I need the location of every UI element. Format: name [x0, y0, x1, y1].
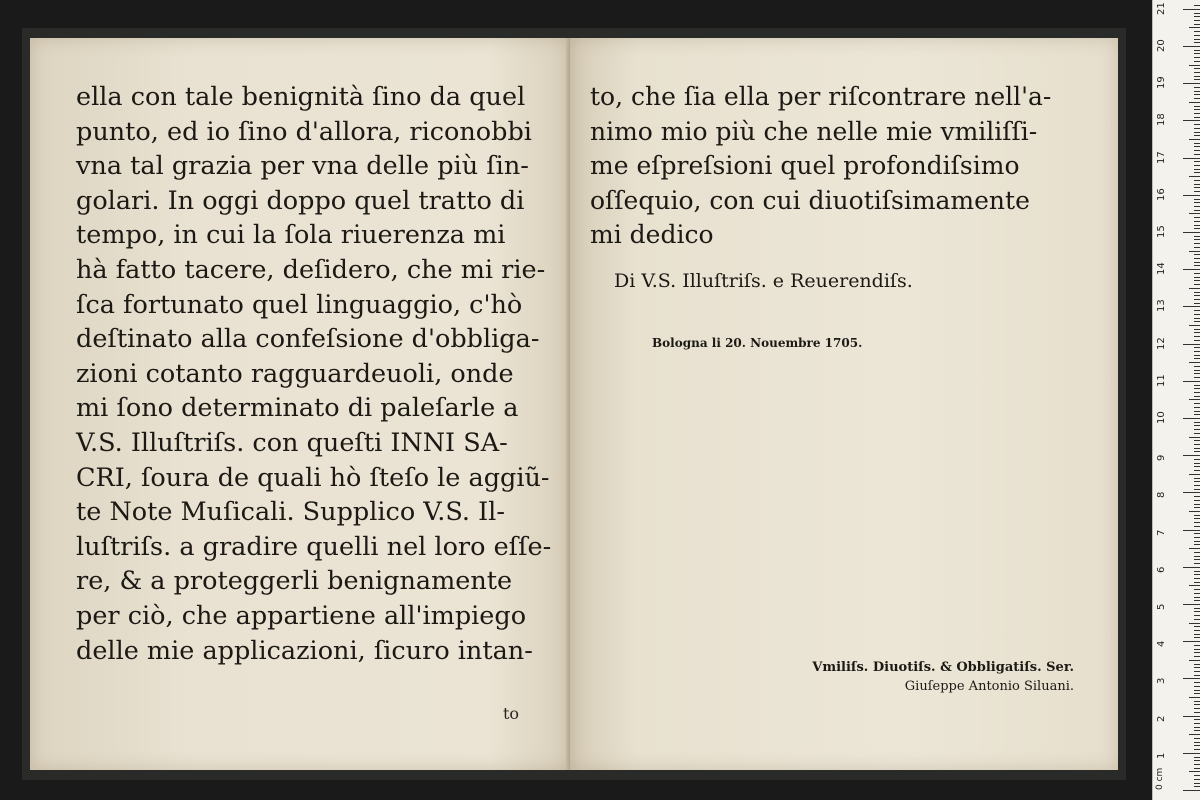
ruler-tick — [1194, 50, 1200, 51]
ruler-tick — [1194, 284, 1200, 285]
ruler-tick — [1194, 597, 1200, 598]
ruler-tick — [1194, 228, 1200, 229]
ruler-tick — [1194, 738, 1200, 739]
ruler-tick — [1194, 265, 1200, 266]
ruler-tick — [1194, 146, 1200, 147]
ruler-tick — [1194, 165, 1200, 166]
ruler-tick — [1194, 35, 1200, 36]
ruler-tick — [1194, 593, 1200, 594]
ruler-tick — [1194, 79, 1200, 80]
left-page-text-line: punto, ed io ſino d'allora, riconobbi — [76, 116, 532, 147]
ruler-tick — [1194, 675, 1200, 676]
ruler-tick — [1194, 779, 1200, 780]
ruler-tick — [1194, 723, 1200, 724]
right-page-text-line: to, che ſia ella per riſcontrare nell'a- — [590, 82, 1052, 111]
ruler-tick — [1194, 559, 1200, 560]
ruler-tick — [1194, 370, 1200, 371]
ruler-tick — [1194, 727, 1200, 728]
ruler-tick — [1183, 753, 1200, 754]
ruler-number: 12 — [1156, 336, 1167, 350]
ruler-tick — [1194, 72, 1200, 73]
ruler-tick — [1194, 760, 1200, 761]
ruler-tick — [1194, 295, 1200, 296]
ruler-tick — [1194, 563, 1200, 564]
ruler-tick — [1194, 202, 1200, 203]
ruler-tick — [1189, 288, 1200, 289]
ruler-tick — [1194, 206, 1200, 207]
left-page-text-line: deſtinato alla confeſsione d'obbliga- — [76, 324, 540, 355]
ruler-tick — [1183, 306, 1200, 307]
ruler-number: 17 — [1156, 150, 1167, 164]
ruler-tick — [1194, 518, 1200, 519]
ruler-tick — [1183, 418, 1200, 419]
ruler-tick — [1183, 604, 1200, 605]
ruler-tick — [1194, 169, 1200, 170]
left-page-text — [76, 80, 556, 668]
ruler-tick — [1194, 451, 1200, 452]
ruler-number: 8 — [1156, 492, 1167, 499]
ruler-number: 16 — [1156, 188, 1167, 201]
ruler-number: 15 — [1156, 225, 1167, 238]
ruler-tick — [1189, 65, 1200, 66]
ruler-tick — [1194, 496, 1200, 497]
ruler-tick — [1189, 213, 1200, 214]
ruler-tick — [1183, 9, 1200, 10]
ruler-tick — [1194, 106, 1200, 107]
ruler-tick — [1189, 585, 1200, 586]
ruler-tick — [1194, 277, 1200, 278]
ruler-tick — [1194, 775, 1200, 776]
ruler-tick — [1194, 68, 1200, 69]
ruler-tick — [1194, 749, 1200, 750]
ruler-tick — [1194, 94, 1200, 95]
ruler-tick — [1194, 671, 1200, 672]
ruler-number: 5 — [1156, 603, 1167, 610]
ruler-tick — [1194, 541, 1200, 542]
left-page-text-line: ſca fortunato quel linguaggio, c'hò — [76, 289, 523, 320]
ruler-tick — [1194, 407, 1200, 408]
ruler-tick — [1194, 351, 1200, 352]
ruler-tick — [1194, 515, 1200, 516]
ruler-tick — [1194, 422, 1200, 423]
ruler-tick — [1194, 243, 1200, 244]
ruler-tick — [1183, 492, 1200, 493]
ruler-tick — [1194, 582, 1200, 583]
ruler-tick — [1194, 225, 1200, 226]
ruler-tick — [1194, 109, 1200, 110]
ruler-tick — [1189, 660, 1200, 661]
ruler-tick — [1194, 414, 1200, 415]
left-page-text-line: delle mie applicazioni, ſicuro intan- — [76, 635, 533, 666]
ruler-tick — [1194, 634, 1200, 635]
ruler-tick — [1194, 615, 1200, 616]
ruler-number: 4 — [1156, 640, 1167, 648]
ruler-tick — [1194, 340, 1200, 341]
left-page — [30, 38, 570, 770]
ruler-tick — [1194, 667, 1200, 668]
ruler-tick — [1194, 600, 1200, 601]
ruler-tick — [1183, 120, 1200, 121]
left-page-text-line: re, & a proteggerli benignamente — [76, 566, 513, 597]
ruler-tick — [1194, 217, 1200, 218]
left-page-text-line: per ciò, che appartiene all'impiego — [76, 600, 527, 631]
right-page-text-line: mi dedico — [590, 220, 714, 250]
ruler-tick — [1194, 39, 1200, 40]
ruler-tick — [1183, 232, 1200, 233]
ruler-tick — [1194, 31, 1200, 32]
ruler-tick — [1194, 366, 1200, 367]
ruler-tick — [1194, 135, 1200, 136]
ruler-tick — [1183, 567, 1200, 568]
ruler-tick — [1194, 16, 1200, 17]
ruler-tick — [1194, 199, 1200, 200]
ruler-tick — [1194, 355, 1200, 356]
ruler-number: 13 — [1156, 299, 1167, 313]
ruler-number: 2 — [1156, 715, 1167, 722]
ruler-tick — [1194, 745, 1200, 746]
ruler-number: 19 — [1156, 76, 1167, 90]
left-page-text-line: vna tal grazia per vna delle più ſin- — [76, 151, 529, 182]
ruler-tick — [1194, 76, 1200, 77]
ruler-tick — [1183, 641, 1200, 642]
ruler-tick — [1194, 262, 1200, 263]
left-page-text-line: luſtriſs. a gradire quelli nel loro eſſe- — [76, 531, 552, 562]
ruler-tick — [1194, 459, 1200, 460]
ruler-tick — [1194, 128, 1200, 129]
ruler-tick — [1194, 440, 1200, 441]
ruler-tick — [1194, 247, 1200, 248]
left-catchword: to — [503, 704, 520, 723]
salutation: Di V.S. Illuſtriſs. e Reuerendiſs. — [614, 270, 913, 292]
ruler-tick — [1194, 682, 1200, 683]
ruler-tick — [1194, 254, 1200, 255]
ruler-tick — [1194, 719, 1200, 720]
ruler-tick — [1194, 481, 1200, 482]
ruler-tick — [1194, 686, 1200, 687]
ruler-tick — [1194, 630, 1200, 631]
ruler-tick — [1194, 664, 1200, 665]
ruler-tick — [1189, 176, 1200, 177]
left-page-text-line: mi ſono determinato di paleſarle a — [76, 393, 519, 424]
ruler-number: 3 — [1156, 678, 1167, 685]
ruler-number: 9 — [1156, 454, 1167, 462]
ruler-tick — [1189, 102, 1200, 103]
left-page-text-line: tempo, in cui la ſola riuerenza mi — [76, 220, 506, 251]
ruler-tick — [1194, 656, 1200, 657]
ruler-tick — [1194, 117, 1200, 118]
ruler-tick — [1194, 403, 1200, 404]
ruler-tick — [1194, 20, 1200, 21]
ruler-tick — [1194, 611, 1200, 612]
ruler-tick — [1189, 362, 1200, 363]
ruler-tick — [1194, 385, 1200, 386]
ruler-tick — [1194, 273, 1200, 274]
ruler-tick — [1194, 172, 1200, 173]
ruler-tick — [1194, 124, 1200, 125]
right-page-text-line: oſſequio, con cui diuotiſsimamente — [590, 185, 1030, 215]
ruler-tick — [1194, 154, 1200, 155]
ruler-tick — [1194, 626, 1200, 627]
ruler-tick — [1194, 526, 1200, 527]
ruler-tick — [1194, 783, 1200, 784]
ruler-tick — [1194, 61, 1200, 62]
measurement-ruler — [1152, 0, 1200, 800]
ruler-tick — [1194, 433, 1200, 434]
ruler-tick — [1183, 716, 1200, 717]
ruler-tick — [1194, 377, 1200, 378]
ruler-tick — [1194, 470, 1200, 471]
left-page-text-line: te Note Muſicali. Supplico V.S. Il- — [76, 497, 505, 528]
ruler-tick — [1194, 329, 1200, 330]
ruler-tick — [1183, 678, 1200, 679]
ruler-tick — [1194, 314, 1200, 315]
ruler-tick — [1194, 444, 1200, 445]
open-book — [22, 28, 1126, 780]
ruler-tick — [1189, 734, 1200, 735]
ruler-tick — [1194, 764, 1200, 765]
ruler-tick — [1194, 652, 1200, 653]
ruler-tick — [1189, 771, 1200, 772]
ruler-tick — [1183, 381, 1200, 382]
ruler-number: 7 — [1156, 529, 1167, 536]
ruler-tick — [1194, 150, 1200, 151]
ruler-tick — [1194, 280, 1200, 281]
ruler-tick — [1194, 533, 1200, 534]
ruler-tick — [1194, 98, 1200, 99]
ruler-tick — [1194, 13, 1200, 14]
ruler-number: 20 — [1156, 39, 1167, 52]
ruler-tick — [1189, 548, 1200, 549]
ruler-tick — [1194, 730, 1200, 731]
signature-line-1: Vmiliſs. Diuotiſs. & Obbligatiſs. Ser. — [812, 660, 1074, 675]
ruler-tick — [1183, 790, 1200, 791]
signature-line-2: Giuſeppe Antonio Siluani. — [904, 679, 1074, 694]
ruler-tick — [1194, 347, 1200, 348]
ruler-number: 18 — [1156, 113, 1167, 127]
ruler-tick — [1194, 742, 1200, 743]
ruler-tick — [1194, 466, 1200, 467]
ruler-tick — [1194, 5, 1200, 6]
ruler-tick — [1194, 485, 1200, 486]
ruler-tick — [1194, 556, 1200, 557]
ruler-tick — [1194, 429, 1200, 430]
left-page-text-line: golari. In oggi doppo quel tratto di — [76, 185, 525, 216]
ruler-tick — [1183, 269, 1200, 270]
right-page-text-line: nimo mio più che nelle mie vmiliſſi- — [590, 116, 1038, 146]
ruler-tick — [1189, 139, 1200, 140]
ruler-tick — [1194, 236, 1200, 237]
ruler-tick — [1194, 757, 1200, 758]
ruler-tick — [1194, 321, 1200, 322]
ruler-tick — [1194, 786, 1200, 787]
ruler-tick — [1194, 693, 1200, 694]
ruler-tick — [1194, 537, 1200, 538]
right-page-text-line: me eſpreſsioni quel profondiſsimo — [590, 151, 1020, 181]
ruler-tick — [1189, 623, 1200, 624]
left-page-text-line: CRI, ſoura de quali hò ſteſo le aggiũ- — [76, 462, 550, 493]
ruler-tick — [1183, 344, 1200, 345]
left-page-text-line: hà fatto tacere, deſidero, che mi rie- — [76, 254, 546, 285]
ruler-tick — [1189, 697, 1200, 698]
ruler-tick — [1194, 161, 1200, 162]
right-page — [570, 38, 1118, 770]
ruler-tick — [1194, 187, 1200, 188]
ruler-tick — [1194, 589, 1200, 590]
ruler-tick — [1194, 701, 1200, 702]
ruler-tick — [1194, 132, 1200, 133]
ruler-tick — [1194, 448, 1200, 449]
left-page-text-line: zioni cotanto ragguardeuoli, onde — [76, 358, 514, 389]
ruler-tick — [1194, 53, 1200, 54]
ruler-number: 21 — [1156, 2, 1167, 15]
ruler-tick — [1194, 411, 1200, 412]
ruler-tick — [1183, 195, 1200, 196]
ruler-tick — [1194, 392, 1200, 393]
ruler-tick — [1194, 704, 1200, 705]
ruler-tick — [1194, 191, 1200, 192]
ruler-tick — [1194, 221, 1200, 222]
ruler-number: 11 — [1156, 374, 1167, 387]
ruler-number: 10 — [1156, 411, 1167, 424]
ruler-tick — [1194, 574, 1200, 575]
ruler-tick — [1194, 608, 1200, 609]
ruler-tick — [1194, 489, 1200, 490]
ruler-tick — [1194, 619, 1200, 620]
ruler-tick — [1189, 511, 1200, 512]
ruler-tick — [1194, 768, 1200, 769]
ruler-tick — [1194, 373, 1200, 374]
ruler-unit-label: 0 cm — [1155, 767, 1165, 790]
ruler-tick — [1183, 158, 1200, 159]
left-page-text-line: ella con tale benignità ſino da quel — [76, 82, 526, 112]
ruler-tick — [1194, 318, 1200, 319]
ruler-tick — [1194, 500, 1200, 501]
ruler-tick — [1189, 27, 1200, 28]
ruler-tick — [1183, 46, 1200, 47]
ruler-tick — [1194, 388, 1200, 389]
ruler-tick — [1194, 396, 1200, 397]
ruler-tick — [1194, 578, 1200, 579]
ruler-tick — [1189, 399, 1200, 400]
ruler-tick — [1194, 303, 1200, 304]
ruler-tick — [1194, 113, 1200, 114]
ruler-tick — [1194, 571, 1200, 572]
ruler-tick — [1183, 83, 1200, 84]
ruler-tick — [1194, 87, 1200, 88]
left-page-text-line: V.S. Illuſtriſs. con queſti INNI SA- — [76, 427, 508, 458]
ruler-tick — [1194, 522, 1200, 523]
ruler-tick — [1194, 708, 1200, 709]
ruler-tick — [1194, 299, 1200, 300]
ruler-tick — [1194, 258, 1200, 259]
ruler-tick — [1194, 637, 1200, 638]
ruler-tick — [1194, 425, 1200, 426]
ruler-tick — [1183, 530, 1200, 531]
ruler-tick — [1194, 544, 1200, 545]
right-page-text — [590, 80, 1090, 253]
ruler-tick — [1194, 552, 1200, 553]
ruler-tick — [1194, 478, 1200, 479]
ruler-tick — [1194, 42, 1200, 43]
signature-block — [812, 660, 1074, 694]
ruler-tick — [1194, 24, 1200, 25]
ruler-number: 6 — [1156, 566, 1167, 573]
ruler-tick — [1194, 463, 1200, 464]
ruler-tick — [1194, 507, 1200, 508]
ruler-tick — [1194, 210, 1200, 211]
ruler-tick — [1194, 712, 1200, 713]
ruler-tick — [1194, 645, 1200, 646]
ruler-tick — [1194, 332, 1200, 333]
ruler-tick — [1194, 310, 1200, 311]
ruler-tick — [1189, 251, 1200, 252]
ruler-tick — [1189, 474, 1200, 475]
ruler-tick — [1189, 437, 1200, 438]
ruler-tick — [1194, 239, 1200, 240]
ruler-number: 14 — [1156, 262, 1167, 276]
ruler-tick — [1194, 358, 1200, 359]
ruler-tick — [1194, 184, 1200, 185]
ruler-tick — [1194, 690, 1200, 691]
ruler-tick — [1194, 336, 1200, 337]
ruler-tick — [1194, 180, 1200, 181]
ruler-tick — [1183, 455, 1200, 456]
ruler-tick — [1194, 292, 1200, 293]
ruler-tick — [1194, 649, 1200, 650]
ruler-tick — [1194, 91, 1200, 92]
ruler-tick — [1194, 57, 1200, 58]
ruler-number: 1 — [1156, 752, 1167, 759]
date-line: Bologna li 20. Nouembre 1705. — [652, 336, 863, 350]
ruler-tick — [1194, 143, 1200, 144]
ruler-tick — [1189, 325, 1200, 326]
ruler-tick — [1194, 504, 1200, 505]
